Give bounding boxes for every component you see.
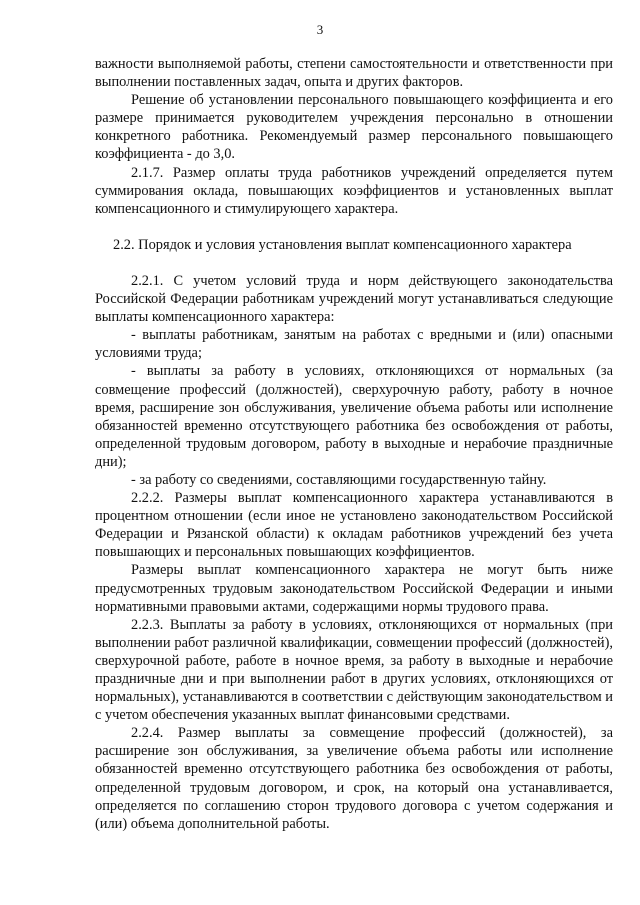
list-item-harmful-conditions: - выплаты работникам, занятым на работах с вредными и (или) опасными условиями труда;	[95, 327, 613, 362]
paragraph-personal-coefficient: Решение об установлении персонального повышающего коэффициента и его размере принимается руководителем учреждения персонально в отношении конкретного работника. Рекомендуемый размер персонального повышающего коэффициента - до 3,0.	[95, 92, 613, 163]
section-heading-2-2: 2.2. Порядок и условия установления выплат компенсационного характера	[113, 236, 572, 253]
spacer	[95, 218, 613, 236]
paragraph-2-2-3: 2.2.3. Выплаты за работу в условиях, отклоняющихся от нормальных (при выполнении работ различной квалификации, совмещении профессий (должностей), сверхурочной работе, работе в ночное время, за работу в выходные и нерабочие праздничные дни и при выполнении работ в других условиях, отклоняющихся от нормальных), устанавливаются в соответствии с действующим законодательством и с учетом обеспечения указанных выплат финансовыми средствами.	[95, 616, 613, 724]
list-item-state-secret: - за работу со сведениями, составляющими государственную тайну.	[131, 471, 547, 488]
document-body	[95, 55, 613, 833]
paragraph-2-1-7: 2.1.7. Размер оплаты труда работников учреждений определяется путем суммирования оклада, повышающих коэффициентов и установленных выплат компенсационного и стимулирующего характера.	[95, 164, 613, 217]
paragraph-2-2-4: 2.2.4. Размер выплаты за совмещение профессий (должностей), за расширение зон обслуживания, за увеличение объема работы или исполнение обязанностей временно отсутствующего работника без освобождения от работы, определенной трудовым договором, и срок, на который она устанавливается, определяется по соглашению сторон трудового договора с учетом содержания и (или) объема дополнительной работы.	[95, 725, 613, 832]
paragraph-continuation: важности выполняемой работы, степени самостоятельности и ответственности при выполнении поставленных задач, опыта и других факторов.	[95, 56, 613, 91]
page-number: 3	[316, 22, 324, 37]
list-item-abnormal-conditions: - выплаты за работу в условиях, отклоняющихся от нормальных (за совмещение профессий (должностей), сверхурочную работу, работу в ночное время, расширение зон обслуживания, увеличение объема работы или исполнение обязанностей временно отсутствующего работника без освобождения от работы, определенной трудовым договором, работу в выходные и нерабочие праздничные дни);	[95, 363, 613, 470]
paragraph-minimum-compensation: Размеры выплат компенсационного характера не могут быть ниже предусмотренных трудовым законодательством Российской Федерации и иными нормативными правовыми актами, содержащими нормы трудового права.	[95, 562, 613, 615]
paragraph-2-2-1: 2.2.1. С учетом условий труда и норм действующего законодательства Российской Федерации работникам учреждений могут устанавливаться следующие выплаты компенсационного характера:	[95, 272, 613, 326]
spacer	[95, 254, 613, 272]
paragraph-2-2-2: 2.2.2. Размеры выплат компенсационного характера устанавливаются в процентном отношении (если иное не установлено законодательством Российской Федерации и Рязанской области) к окладам работников учреждений без учета повышающих и персональных повышающих коэффициентов.	[95, 490, 613, 561]
